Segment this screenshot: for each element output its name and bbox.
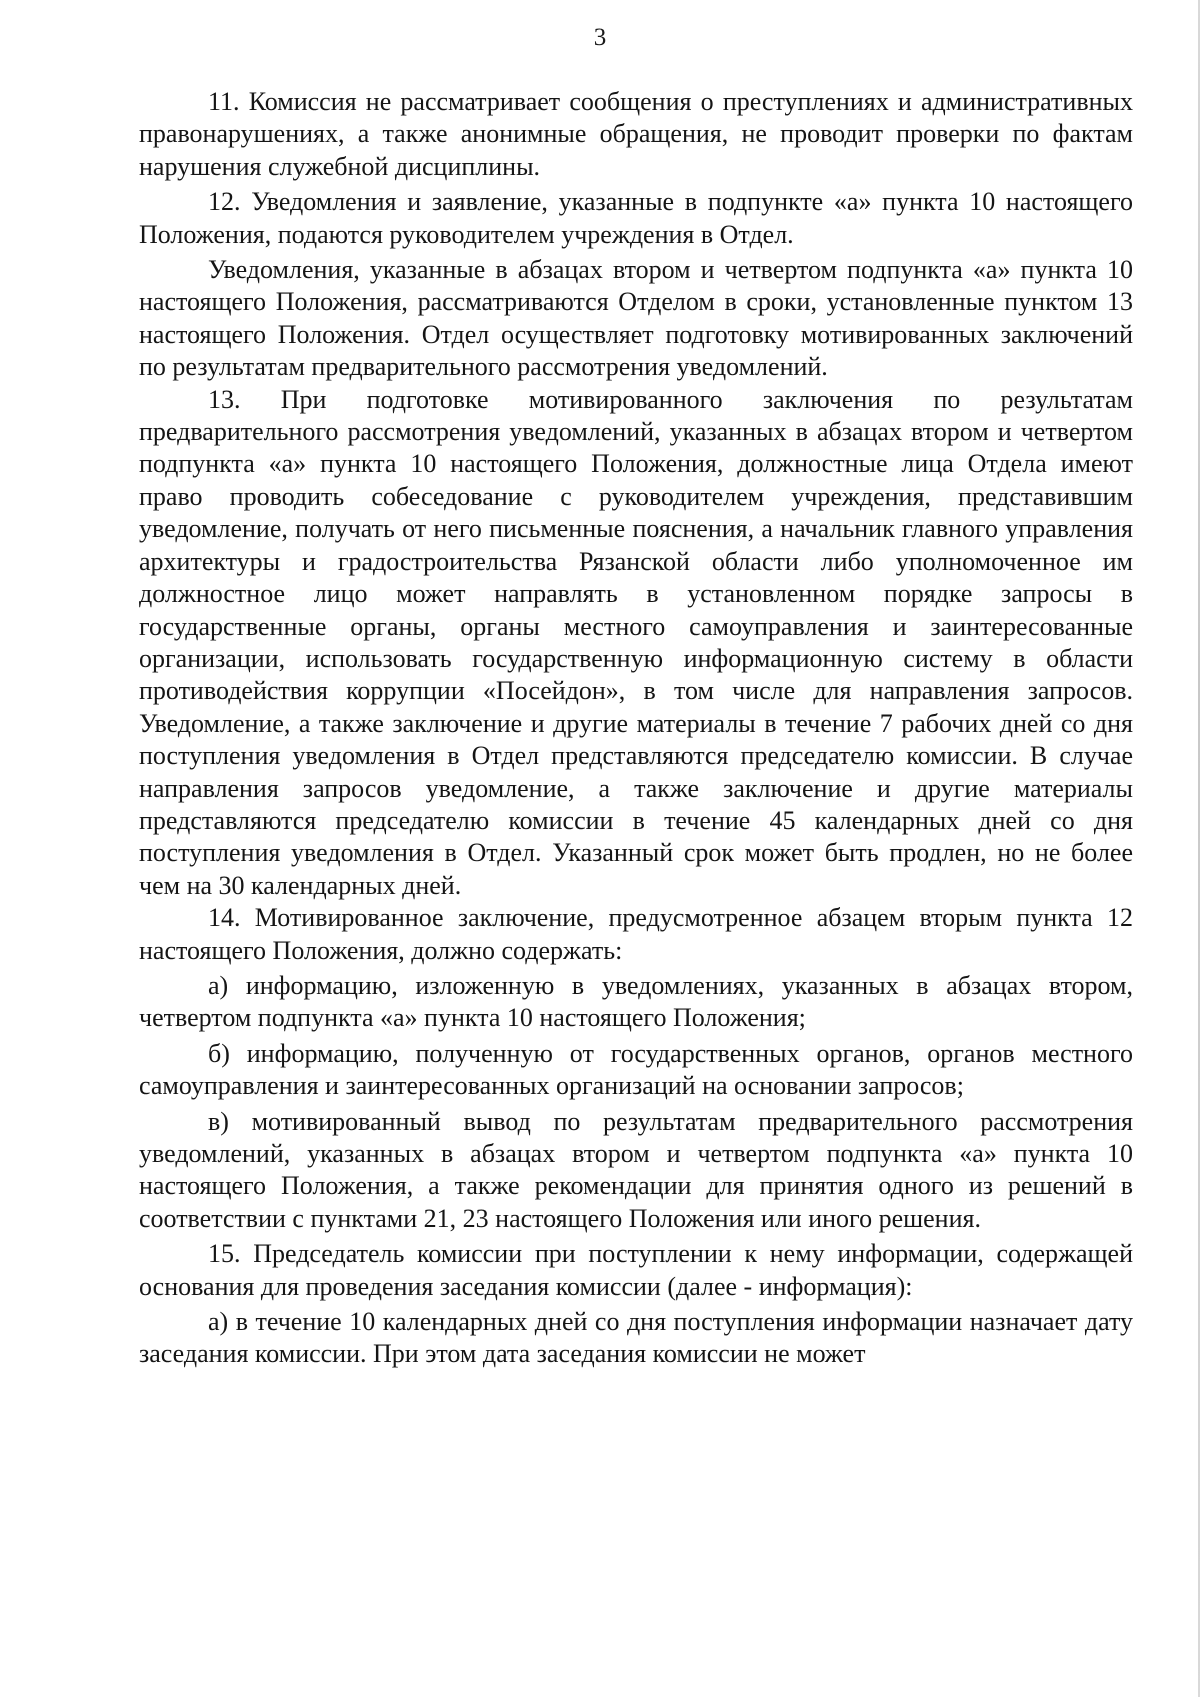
paragraph-12-continuation: Уведомления, указанные в абзацах втором и четвертом подпункта «а» пункта 10 настоящего Положения, рассматриваются Отделом в сроки, установленные пунктом 13 настоящего Положения. Отдел осуществляет подготовку мотивированных заключений по результатам предварительного рассмотрения уведомлений. <box>139 255 1133 382</box>
paragraph-14-item-b: б) информацию, полученную от государственных органов, органов местного самоуправления и заинтересованных организаций на основании запросов; <box>139 1038 1133 1101</box>
paragraph-11: 11. Комиссия не рассматривает сообщения о преступлениях и административных правонарушениях, а также анонимные обращения, не проводит проверки по фактам нарушения служебной дисциплины. <box>139 87 1133 181</box>
paragraph-15: 15. Председатель комиссии при поступлении к нему информации, содержащей основания для проведения заседания комиссии (далее - информация): <box>139 1239 1133 1301</box>
document-body <box>139 86 1133 1371</box>
paragraph-15-item-a: а) в течение 10 календарных дней со дня поступления информации назначает дату заседания комиссии. При этом дата заседания комиссии не может <box>139 1307 1133 1369</box>
page-number: 3 <box>593 24 607 51</box>
paragraph-14-item-c: в) мотивированный вывод по результатам предварительного рассмотрения уведомлений, указанных в абзацах втором и четвертом подпункта «а» пункта 10 настоящего Положения, а также рекомендации для принятия одного из решений в соответствии с пунктами 21, 23 настоящего Положения или иного решения. <box>139 1106 1133 1233</box>
paragraph-12: 12. Уведомления и заявление, указанные в подпункте «а» пункта 10 настоящего Положения, подаются руководителем учреждения в Отдел. <box>139 187 1133 249</box>
paragraph-13: 13. При подготовке мотивированного заключения по результатам предварительного рассмотрения уведомлений, указанных в абзацах втором и четвертом подпункта «а» пункта 10 настоящего Положения, должностные лица Отдела имеют право проводить собеседование с руководителем учреждения, представившим уведомление, получать от него письменные пояснения, а начальник главного управления архитектуры и градостроительства Рязанской области либо уполномоченное им должностное лицо может направлять в установленном порядке запросы в государственные органы, органы местного самоуправления и заинтересованные организации, использовать государственную информационную систему в области противодействия коррупции «Посейдон», в том числе для направления запросов. Уведомление, а также заключение и другие материалы в течение 7 рабочих дней со дня поступления уведомления в Отдел представляются председателю комиссии. В случае направления запросов уведомление, а также заключение и другие материалы представляются председателю комиссии в течение 45 календарных дней со дня поступления уведомления в Отдел. Указанный срок может быть продлен, но не более чем на 30 календарных дней. <box>139 384 1133 900</box>
paragraph-14-item-a: а) информацию, изложенную в уведомлениях, указанных в абзацах втором, четвертом подпункта «а» пункта 10 настоящего Положения; <box>139 970 1133 1033</box>
paragraph-14: 14. Мотивированное заключение, предусмотренное абзацем вторым пункта 12 настоящего Положения, должно содержать: <box>139 903 1133 965</box>
